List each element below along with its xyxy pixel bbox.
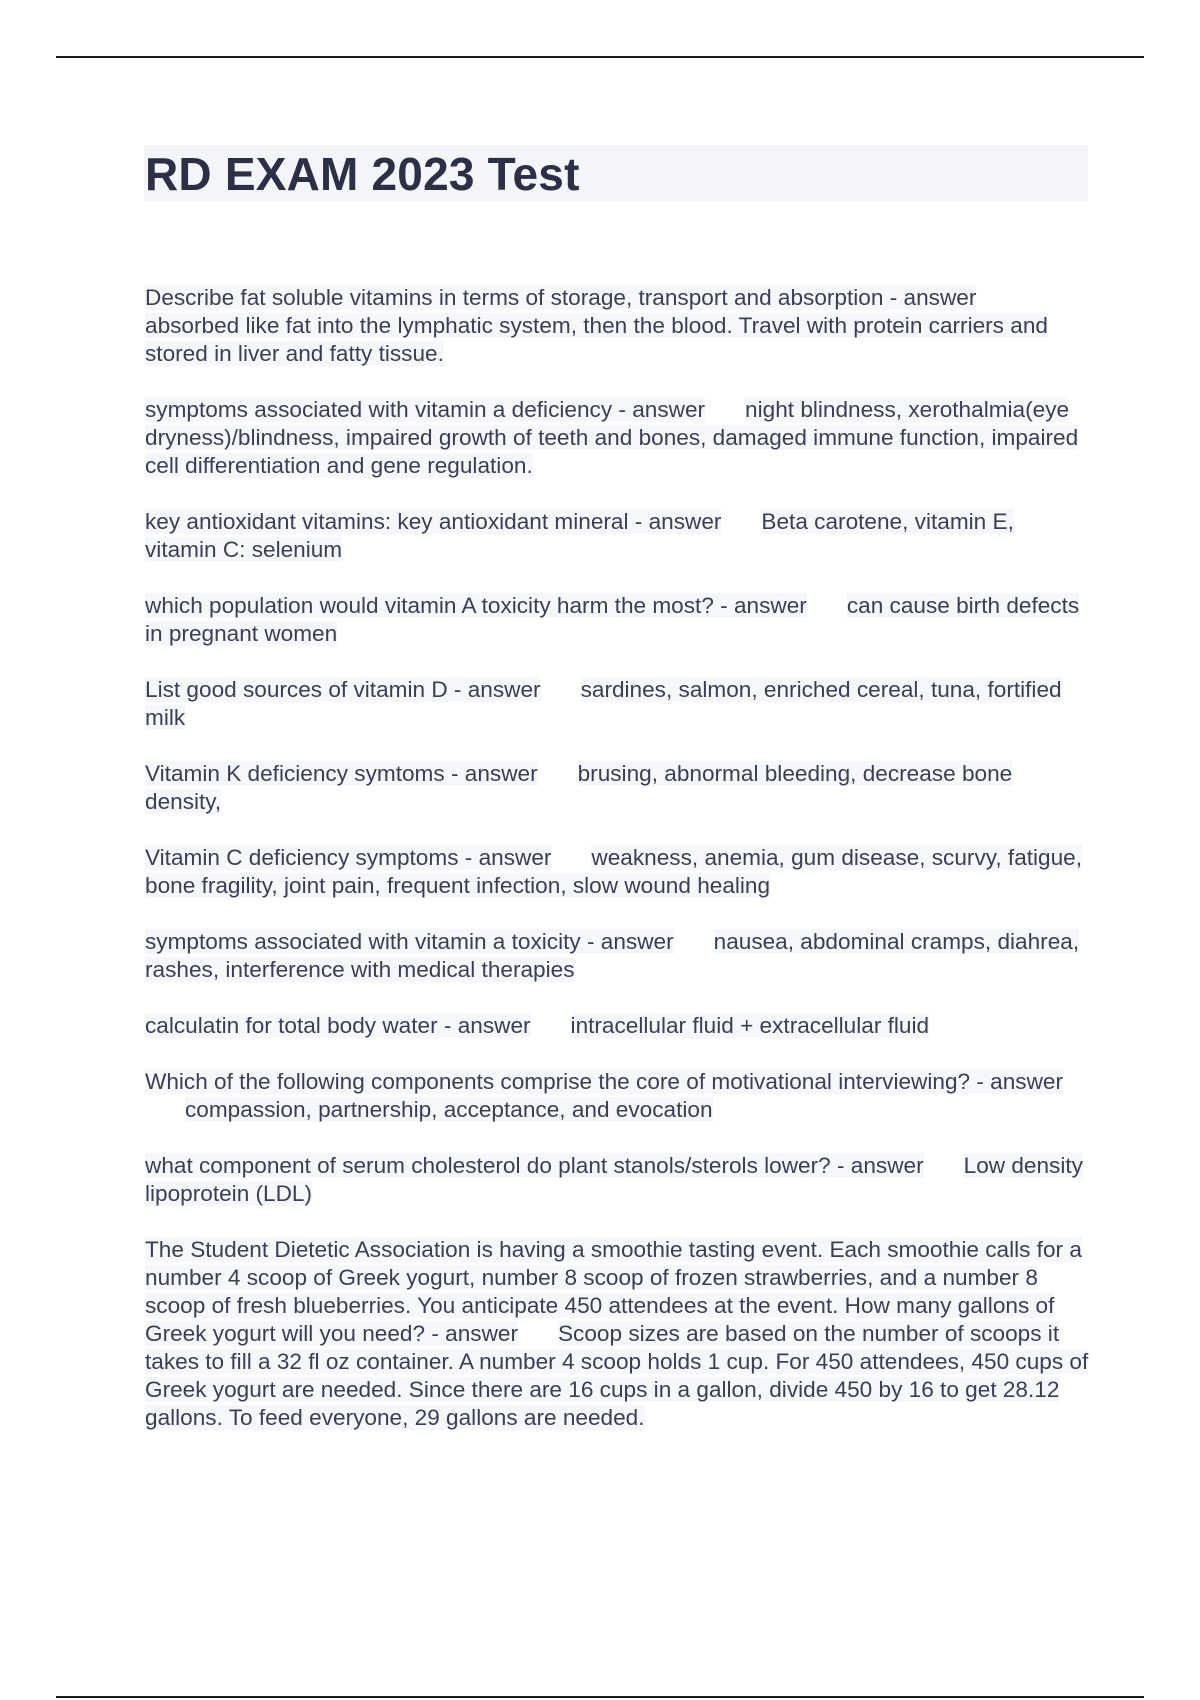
- answer-text: Scoop sizes are based on the number of scoops it takes to fill a 32 fl oz container. A number 4 scoop holds 1 cup. For 450 attendees, 450 cups of Greek yogurt are needed. Since there are 16 cups in a gallon, divide 450 by 16 to get 28.12 gallons. To feed everyone, 29 gallons are needed.: [145, 1321, 1089, 1430]
- question-text: key antioxidant vitamins: key antioxidant mineral: [145, 509, 629, 534]
- answer-text: can cause birth defects in pregnant women: [145, 593, 1080, 646]
- answer-separator: - answer: [628, 509, 722, 534]
- answer-text: compassion, partnership, acceptance, and evocation: [185, 1097, 713, 1122]
- qa-item: [145, 1068, 1089, 1124]
- answer-separator: - answer: [580, 929, 674, 954]
- answer-text: Beta carotene, vitamin E, vitamin C: selenium: [145, 509, 1014, 562]
- qa-item: [145, 676, 1089, 732]
- question-text: List good sources of vitamin D: [145, 677, 448, 702]
- answer-separator: - answer: [458, 845, 552, 870]
- question-text: symptoms associated with vitamin a toxicity: [145, 929, 581, 954]
- answer-separator: - answer: [612, 397, 706, 422]
- answer-text: weakness, anemia, gum disease, scurvy, fatigue, bone fragility, joint pain, frequent infection, slow wound healing: [145, 845, 1083, 898]
- qa-item: [145, 508, 1089, 564]
- question-text: The Student Dietetic Association is having a smoothie tasting event. Each smoothie calls for a number 4 scoop of Greek yogurt, number 8 scoop of frozen strawberries, and a number 8 scoop of fresh blueberries. You anticipate 450 attendees at the event. How many gallons of Greek yogurt will you need?: [145, 1237, 1082, 1346]
- question-text: Vitamin C deficiency symptoms: [145, 845, 459, 870]
- answer-separator: - answer: [713, 593, 807, 618]
- question-text: calculatin for total body water: [145, 1013, 438, 1038]
- qa-item: [145, 284, 1089, 368]
- question-text: Vitamin K deficiency symtoms: [145, 761, 445, 786]
- answer-separator: - answer: [447, 677, 541, 702]
- question-text: Which of the following components comprise the core of motivational interviewing?: [145, 1069, 971, 1094]
- question-text: Describe fat soluble vitamins in terms of storage, transport and absorption: [145, 285, 884, 310]
- answer-separator: - answer: [444, 761, 538, 786]
- question-text: what component of serum cholesterol do plant stanols/sterols lower?: [145, 1153, 831, 1178]
- answer-separator: - answer: [830, 1153, 924, 1178]
- answer-text: nausea, abdominal cramps, diahrea, rashes, interference with medical therapies: [145, 929, 1080, 982]
- answer-text: night blindness, xerothalmia(eye dryness)/blindness, impaired growth of teeth and bones, damaged immune function, impaired cell differentiation and gene regulation.: [145, 397, 1079, 478]
- bottom-rule: [56, 1696, 1144, 1698]
- qa-list: [145, 284, 1089, 1460]
- answer-separator: - answer: [437, 1013, 531, 1038]
- question-text: which population would vitamin A toxicity harm the most?: [145, 593, 714, 618]
- question-text: symptoms associated with vitamin a deficiency: [145, 397, 613, 422]
- answer-text: intracellular fluid + extracellular fluid: [570, 1013, 930, 1038]
- answer-separator: - answer: [970, 1069, 1064, 1094]
- qa-item: [145, 1012, 1089, 1040]
- top-rule: [56, 56, 1144, 58]
- qa-item: [145, 760, 1089, 816]
- document-title: RD EXAM 2023 Test: [145, 148, 580, 200]
- qa-item: [145, 1236, 1089, 1432]
- qa-item: [145, 928, 1089, 984]
- answer-text: absorbed like fat into the lymphatic system, then the blood. Travel with protein carriers and stored in liver and fatty tissue.: [145, 313, 1048, 366]
- qa-item: [145, 396, 1089, 480]
- answer-text: brusing, abnormal bleeding, decrease bone density,: [145, 761, 1013, 814]
- answer-separator: - answer: [425, 1321, 518, 1346]
- answer-text: Low density lipoprotein (LDL): [145, 1153, 1083, 1206]
- answer-separator: - answer: [883, 285, 977, 310]
- answer-text: sardines, salmon, enriched cereal, tuna, fortified milk: [145, 677, 1062, 730]
- qa-item: [145, 844, 1089, 900]
- qa-item: [145, 592, 1089, 648]
- qa-item: [145, 1152, 1089, 1208]
